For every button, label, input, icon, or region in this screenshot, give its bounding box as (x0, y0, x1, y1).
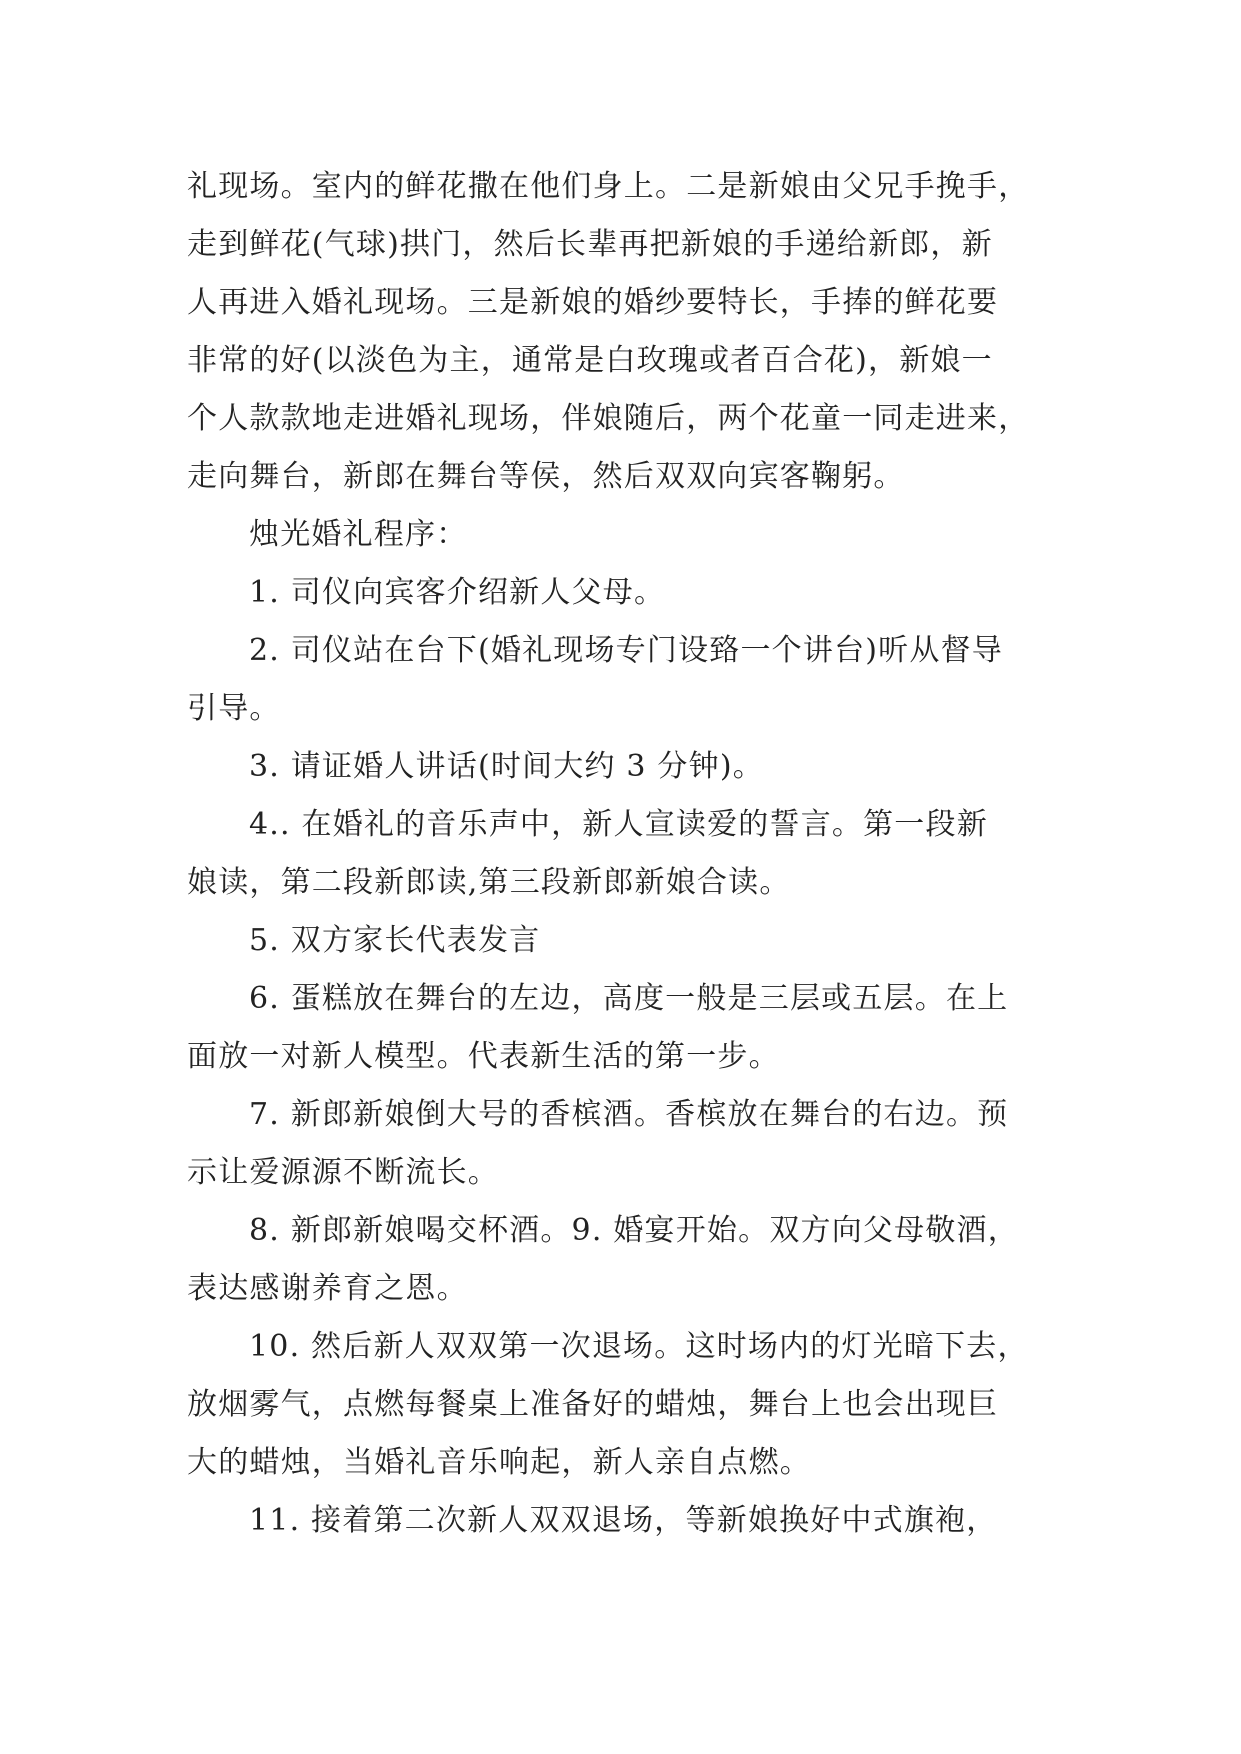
text-line: 5. 双方家长代表发言 (249, 923, 541, 958)
text-line: 人再进入婚礼现场。三是新娘的婚纱要特长，手捧的鲜花要 (187, 285, 999, 320)
text-line: 走到鲜花(气球)拱门，然后长辈再把新娘的手递给新郎，新 (187, 227, 993, 262)
text-line: 放烟雾气，点燃每餐桌上准备好的蜡烛，舞台上也会出现巨 (187, 1387, 999, 1422)
text-line: 烛光婚礼程序： (249, 517, 468, 552)
text-line: 大的蜡烛，当婚礼音乐响起，新人亲自点燃。 (187, 1445, 811, 1480)
text-line: 示让爱源源不断流长。 (187, 1155, 499, 1190)
text-line: 1. 司仪向宾客介绍新人父母。 (249, 575, 666, 610)
text-line: 非常的好(以淡色为主，通常是白玫瑰或者百合花)，新娘一 (187, 343, 993, 378)
text-line: 8. 新郎新娘喝交杯酒。9. 婚宴开始。双方向父母敬酒， (249, 1213, 1019, 1248)
text-line: 7. 新郎新娘倒大号的香槟酒。香槟放在舞台的右边。预 (249, 1097, 1009, 1132)
text-line: 10. 然后新人双双第一次退场。这时场内的灯光暗下去， (249, 1329, 1029, 1364)
text-line: 11. 接着第二次新人双双退场，等新娘换好中式旗袍， (249, 1503, 998, 1538)
text-line: 个人款款地走进婚礼现场，伴娘随后，两个花童一同走进来， (187, 401, 1030, 436)
text-line: 2. 司仪站在台下(婚礼现场专门设臵一个讲台)听从督导 (249, 633, 1003, 668)
text-line: 4.. 在婚礼的音乐声中，新人宣读爱的誓言。第一段新 (249, 807, 988, 842)
text-line: 礼现场。室内的鲜花撒在他们身上。二是新娘由父兄手挽手， (187, 169, 1030, 204)
text-line: 引导。 (187, 691, 281, 726)
text-line: 娘读，第二段新郎读,第三段新郎新娘合读。 (187, 865, 791, 900)
text-line: 表达感谢养育之恩。 (187, 1271, 468, 1306)
text-line: 走向舞台，新郎在舞台等侯，然后双双向宾客鞠躬。 (187, 459, 905, 494)
body-text (187, 158, 1067, 1550)
text-line: 3. 请证婚人讲话(时间大约 3 分钟)。 (249, 749, 764, 784)
text-line: 面放一对新人模型。代表新生活的第一步。 (187, 1039, 780, 1074)
text-line: 6. 蛋糕放在舞台的左边，高度一般是三层或五层。在上 (249, 981, 1009, 1016)
